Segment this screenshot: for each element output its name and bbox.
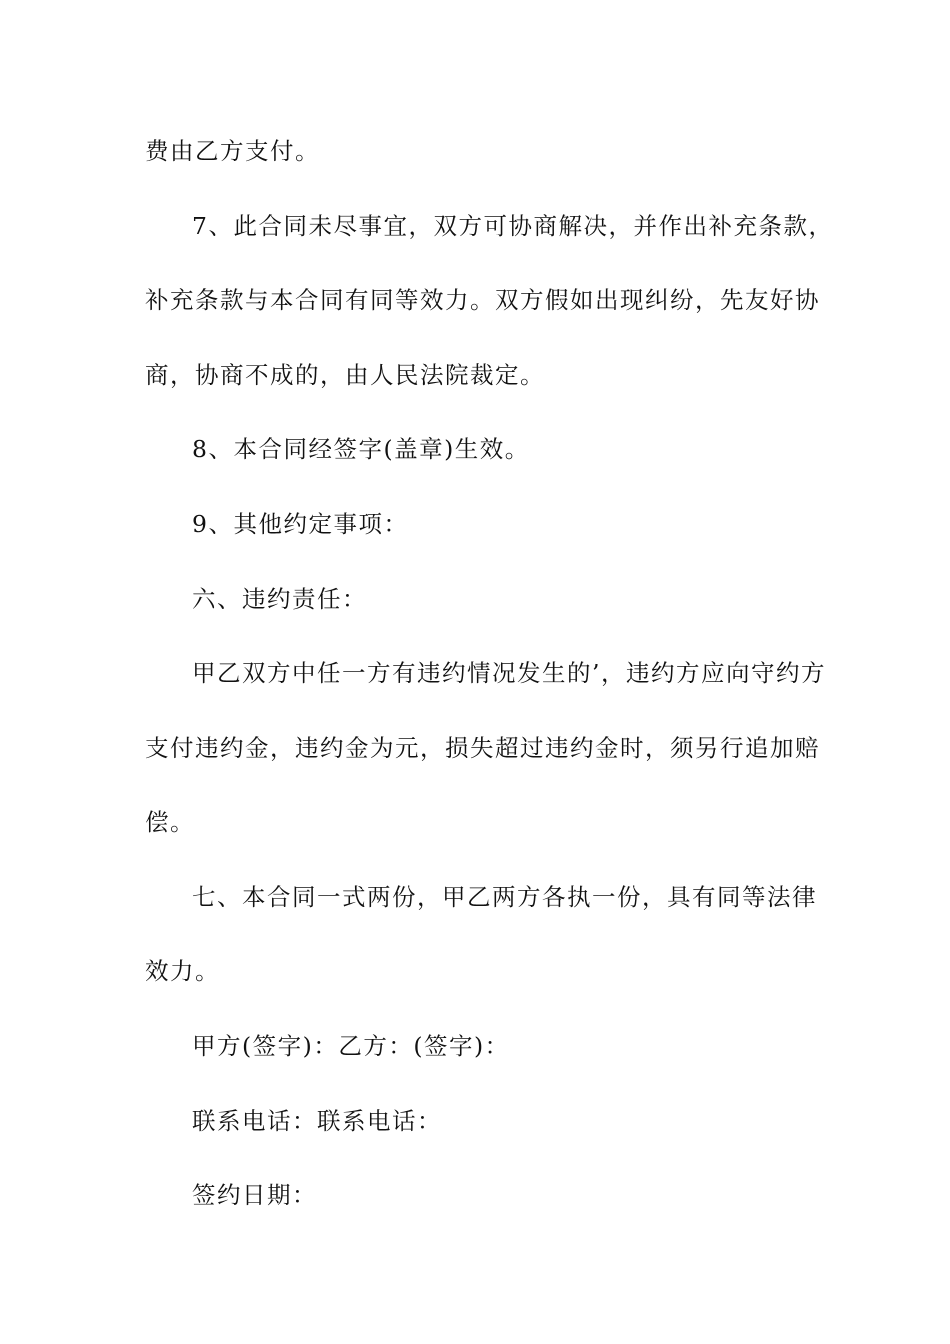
section-7-line-1: 七、本合同一式两份，甲乙两方各执一份，具有同等法律 xyxy=(192,883,817,911)
contact-phone-line: 联系电话：联系电话： xyxy=(192,1107,442,1135)
clause-7-line-3: 商，协商不成的，由人民法院裁定。 xyxy=(145,361,545,389)
clause-9: 9、其他约定事项： xyxy=(192,510,409,538)
breach-paragraph-line-2: 支付违约金，违约金为元，损失超过违约金时，须另行追加赔 xyxy=(145,734,820,762)
clause-8: 8、本合同经签字(盖章)生效。 xyxy=(192,435,530,463)
text-line-fee-payment: 费由乙方支付。 xyxy=(145,137,320,165)
breach-paragraph-line-3: 偿。 xyxy=(145,808,195,836)
section-7-line-2: 效力。 xyxy=(145,957,220,985)
section-6-heading: 六、违约责任： xyxy=(192,585,367,613)
signature-line: 甲方(签字)：乙方：(签字)： xyxy=(192,1032,510,1060)
clause-7-line-1: 7、此合同未尽事宜，双方可协商解决，并作出补充条款， xyxy=(192,212,834,240)
clause-7-line-2: 补充条款与本合同有同等效力。双方假如出现纠纷，先友好协 xyxy=(145,286,820,314)
signing-date-line: 签约日期： xyxy=(192,1181,317,1209)
breach-paragraph-line-1: 甲乙双方中任一方有违约情况发生的’，违约方应向守约方 xyxy=(192,659,826,687)
